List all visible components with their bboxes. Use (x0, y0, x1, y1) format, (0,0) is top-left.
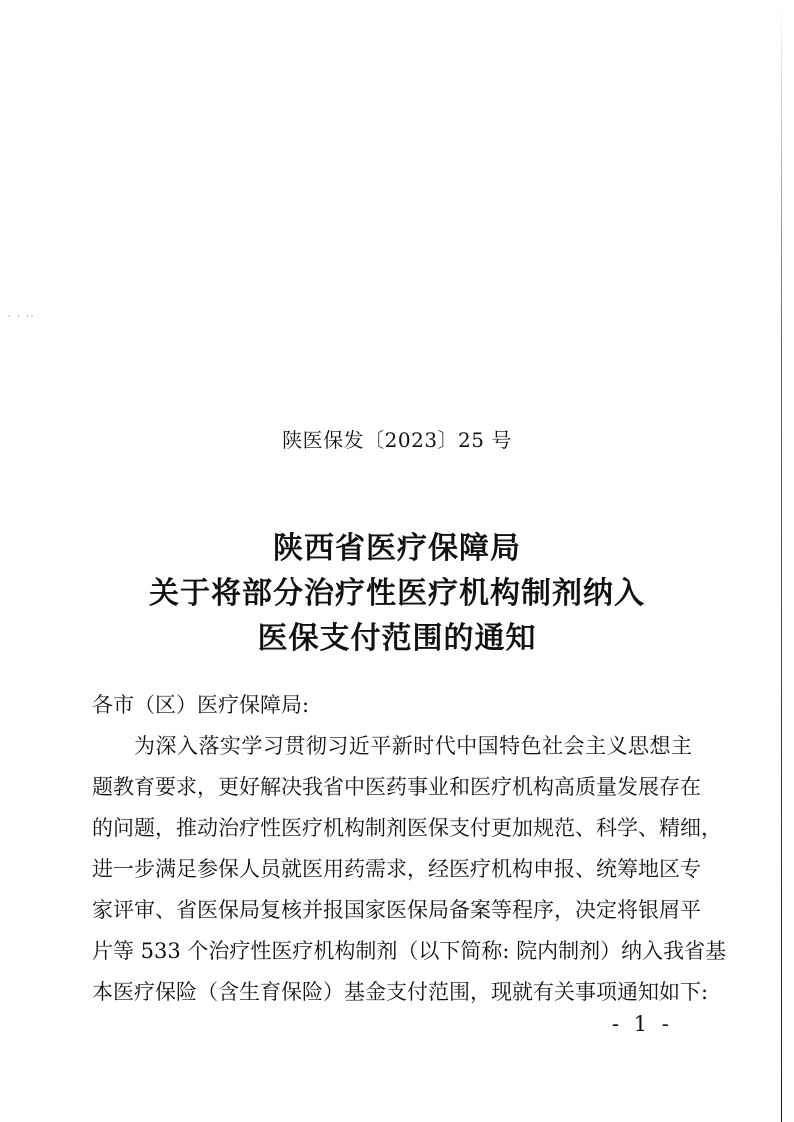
title-line: 医保支付范围的通知 (257, 621, 537, 656)
salutation: 各市（区）医疗保障局: (92, 693, 310, 717)
title-line: 陕西省医疗保障局 (273, 531, 521, 566)
scan-artifact-dots: · · ·· (8, 312, 36, 321)
page-number: - 1 - (612, 1012, 673, 1036)
body-text-line: 题教育要求，更好解决我省中医药事业和医疗机构高质量发展存在 (92, 775, 701, 799)
title-line: 关于将部分治疗性医疗机构制剂纳入 (149, 576, 645, 611)
body-text-line: 家评审、省医保局复核并报国家医保局备案等程序，决定将银屑平 (92, 898, 701, 922)
body-text-line: 片等 533 个治疗性医疗机构制剂（以下简称: 院内制剂）纳入我省基 (92, 939, 727, 963)
document-number: 陕医保发〔2023〕25 号 (282, 428, 512, 452)
body-text-line: 的问题，推动治疗性医疗机构制剂医保支付更加规范、科学、精细， (92, 816, 722, 840)
document-title (0, 526, 794, 661)
body-text-line: 进一步满足参保人员就医用药需求，经医疗机构申报、统筹地区专 (92, 857, 701, 881)
body-text-line: 为深入落实学习贯彻习近平新时代中国特色社会主义思想主 (134, 734, 692, 758)
body-text-line: 本医疗保险（含生育保险）基金支付范围，现就有关事项通知如下: (92, 980, 709, 1004)
